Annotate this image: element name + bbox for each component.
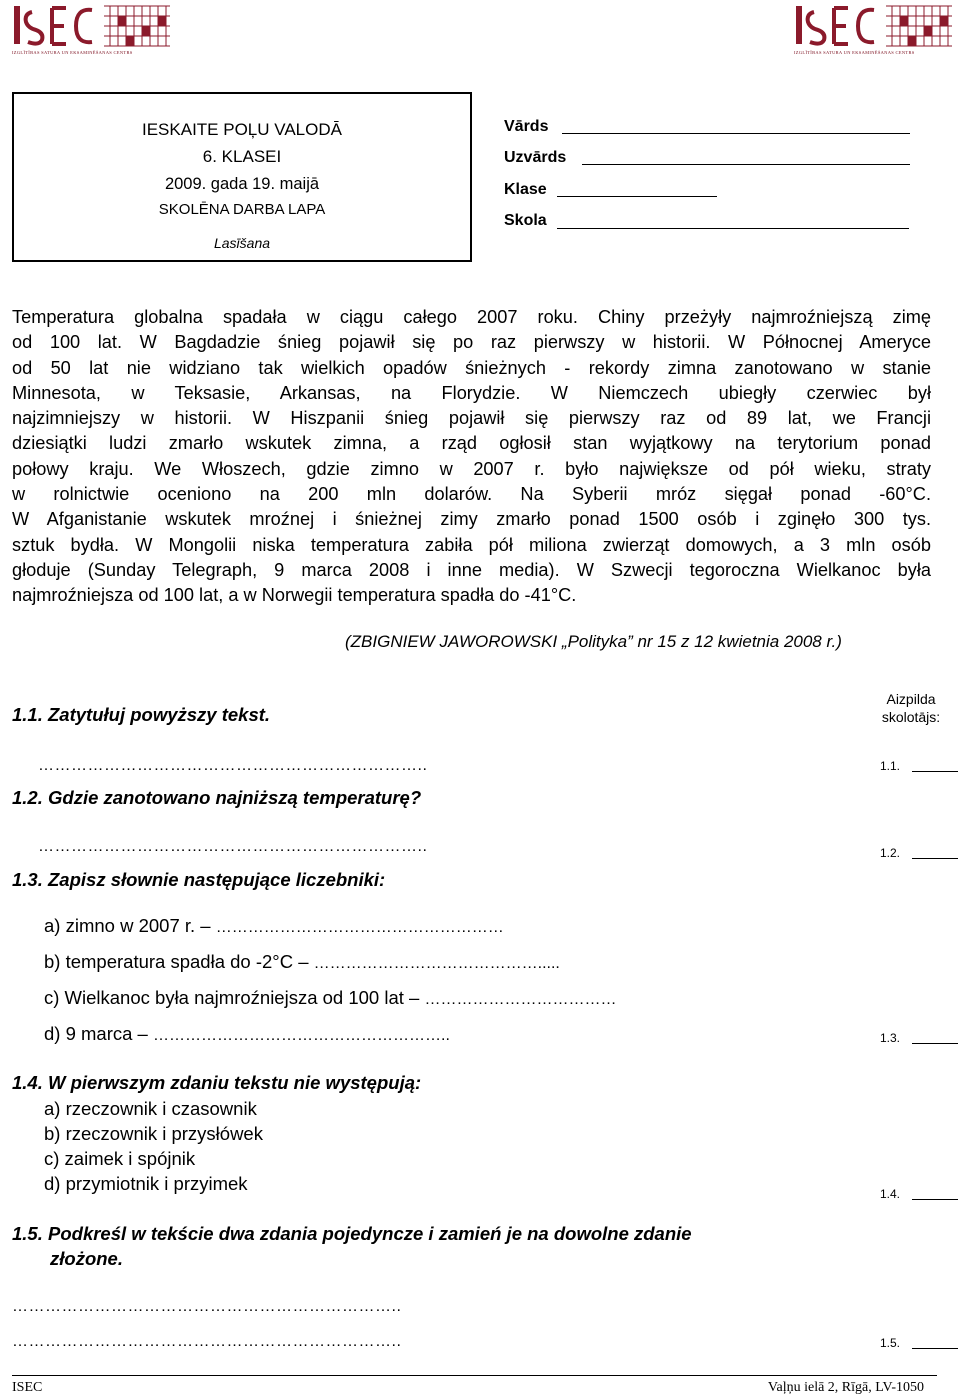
- exam-sheet: SKOLĒNA DARBA LAPA: [158, 201, 326, 218]
- text-line: najzimniejszy w historii. W Hiszpanii śnieg pojawił się pierwszy raz od 89 lat, we Francji: [12, 408, 931, 429]
- grader-line-1: Aizpilda: [886, 691, 936, 707]
- exam-header-box: [12, 92, 472, 262]
- score-label-1-4: 1.4.: [880, 1187, 901, 1201]
- answer-dots[interactable]: ………………………………………………..: [153, 1027, 450, 1044]
- class-label: Klase: [504, 181, 547, 198]
- item-1-3-b: [44, 951, 560, 973]
- question-1-5: 1.5. Podkreśl w tekście dwa zdania pojedyncze i zamień je na dowolne zdanie: [12, 1223, 692, 1244]
- answer-line-1-5-a[interactable]: ……………………………………………………………..: [12, 1298, 402, 1315]
- reading-text: [12, 305, 931, 609]
- item-label: c) Wielkanoc była najmroźniejsza od 100 lat –: [44, 987, 420, 1008]
- item-1-3-a: [44, 915, 504, 937]
- footer-divider: [12, 1375, 937, 1376]
- footer-left: ISEC: [12, 1380, 43, 1395]
- option-1-4-c[interactable]: c) zaimek i spójnik: [44, 1148, 196, 1169]
- isec-logo-left: [12, 2, 172, 64]
- isec-logo-subtitle: IZGLĪTĪBAS SATURA UN EKSAMINĒŠANAS CENTRS: [794, 50, 915, 55]
- score-label-1-3: 1.3.: [880, 1031, 901, 1045]
- text-line: od 100 lat. W Bagdadzie śnieg pojawił się po raz pierwszy w historii. W Północnej Ameryce: [12, 332, 931, 353]
- item-1-3-c: [44, 987, 616, 1009]
- surname-label: Uzvārds: [504, 149, 567, 166]
- question-text: 1.1. Zatytułuj powyższy tekst.: [12, 704, 271, 725]
- option-1-4-a[interactable]: a) rzeczownik i czasownik: [44, 1098, 257, 1119]
- text-line: w rolnictwie oceniono na 200 mln dolarów. Na Syberii mróz sięgał ponad -60°C.: [12, 484, 931, 505]
- question-1-2: 1.2. Gdzie zanotowano najniższą temperaturę?: [12, 787, 422, 808]
- score-field-1-5[interactable]: [912, 1348, 958, 1349]
- score-field-1-2[interactable]: [912, 858, 958, 859]
- item-label: a) zimno w 2007 r. –: [44, 915, 211, 936]
- surname-field[interactable]: [582, 164, 910, 165]
- text-line: głoduje (Sunday Telegraph, 9 marca 2008 i inne media). W Szwecji tegoroczna Wielkanoc była: [12, 559, 931, 580]
- score-field-1-3[interactable]: [912, 1043, 958, 1044]
- text-line: sztuk bydła. W Mongolii niska temperatura zabiła pół miliona zwierząt domowych, a 3 mln osób: [12, 534, 931, 555]
- name-label: Vārds: [504, 118, 549, 135]
- item-label: b) temperatura spadła do -2°C –: [44, 951, 309, 972]
- score-label-1-1: 1.1.: [880, 759, 901, 773]
- answer-dots[interactable]: ………………………………: [424, 991, 617, 1008]
- score-field-1-4[interactable]: [912, 1199, 958, 1200]
- footer-address: Vaļņu ielā 2, Rīgā, LV-1050: [767, 1380, 924, 1395]
- answer-line-1-1[interactable]: ……………………………………………………………..: [38, 757, 428, 774]
- question-1-1: [12, 704, 270, 726]
- question-1-5-cont: złożone.: [50, 1248, 123, 1269]
- class-field[interactable]: [557, 196, 717, 197]
- text-line: od 50 lat nie widziano tak wielkich opadów śnieżnych - rekordy zimna zanotowano w stanie: [12, 357, 931, 378]
- school-label: Skola: [504, 212, 547, 229]
- item-1-3-d: [44, 1023, 450, 1045]
- exam-date: 2009. gada 19. maijā: [164, 175, 320, 193]
- isec-logo-mark: [12, 2, 172, 48]
- exam-section: Lasīšana: [213, 235, 271, 251]
- isec-logo-subtitle: IZGLĪTĪBAS SATURA UN EKSAMINĒŠANAS CENTRS: [12, 50, 133, 55]
- exam-grade: 6. KLASEI: [202, 147, 282, 166]
- text-line: połowy kraju. We Włoszech, gdzie zimno w 2007 r. było największe od pół wieku, straty: [12, 458, 931, 479]
- isec-logo-mark: [794, 2, 954, 48]
- option-1-4-d[interactable]: d) przymiotnik i przyimek: [44, 1173, 248, 1194]
- text-line: dziesiątki ludzi zmarło wskutek zimna, a rząd ogłosił stan wyjątkowy na terytorium ponad: [12, 433, 931, 454]
- text-line: Minnesota, w Teksasie, Arkansas, na Florydzie. W Niemczech ubiegły czerwiec był: [12, 382, 931, 403]
- grader-line-2: skolotājs:: [881, 709, 941, 725]
- text-line: W Afganistanie wskutek mroźnej i śnieżnej zimy zmarło ponad 1500 osób i zginęło 300 tys.: [12, 509, 931, 530]
- answer-dots[interactable]: …………………………………….....: [313, 955, 560, 972]
- score-label-1-5: 1.5.: [880, 1336, 901, 1350]
- score-field-1-1[interactable]: [912, 771, 958, 772]
- answer-line-1-5-b[interactable]: ……………………………………………………………..: [12, 1333, 402, 1350]
- answer-dots[interactable]: ………………………………………………: [215, 919, 504, 936]
- question-1-4: 1.4. W pierwszym zdaniu tekstu nie występują:: [12, 1072, 422, 1093]
- text-line: najmroźniejsza od 100 lat, a w Norwegii temperatura spadła do -41°C.: [12, 585, 577, 606]
- text-line: Temperatura globalna spadała w ciągu całego 2007 roku. Chiny przeżyły najmroźniejszą zimę: [12, 307, 931, 327]
- question-1-3: 1.3. Zapisz słownie następujące liczebniki:: [12, 869, 386, 890]
- item-label: d) 9 marca –: [44, 1023, 148, 1044]
- exam-title: IESKAITE POĻU VALODĀ: [142, 120, 342, 139]
- school-field[interactable]: [557, 228, 909, 229]
- answer-line-1-2[interactable]: ……………………………………………………………..: [38, 838, 428, 855]
- isec-logo-right: [794, 2, 954, 64]
- option-1-4-b[interactable]: b) rzeczownik i przysłówek: [44, 1123, 263, 1144]
- grader-header: [866, 690, 956, 726]
- score-label-1-2: 1.2.: [880, 846, 901, 860]
- name-field[interactable]: [562, 133, 910, 134]
- source-citation: (ZBIGNIEW JAWOROWSKI „Polityka” nr 15 z 12 kwietnia 2008 r.): [345, 632, 842, 651]
